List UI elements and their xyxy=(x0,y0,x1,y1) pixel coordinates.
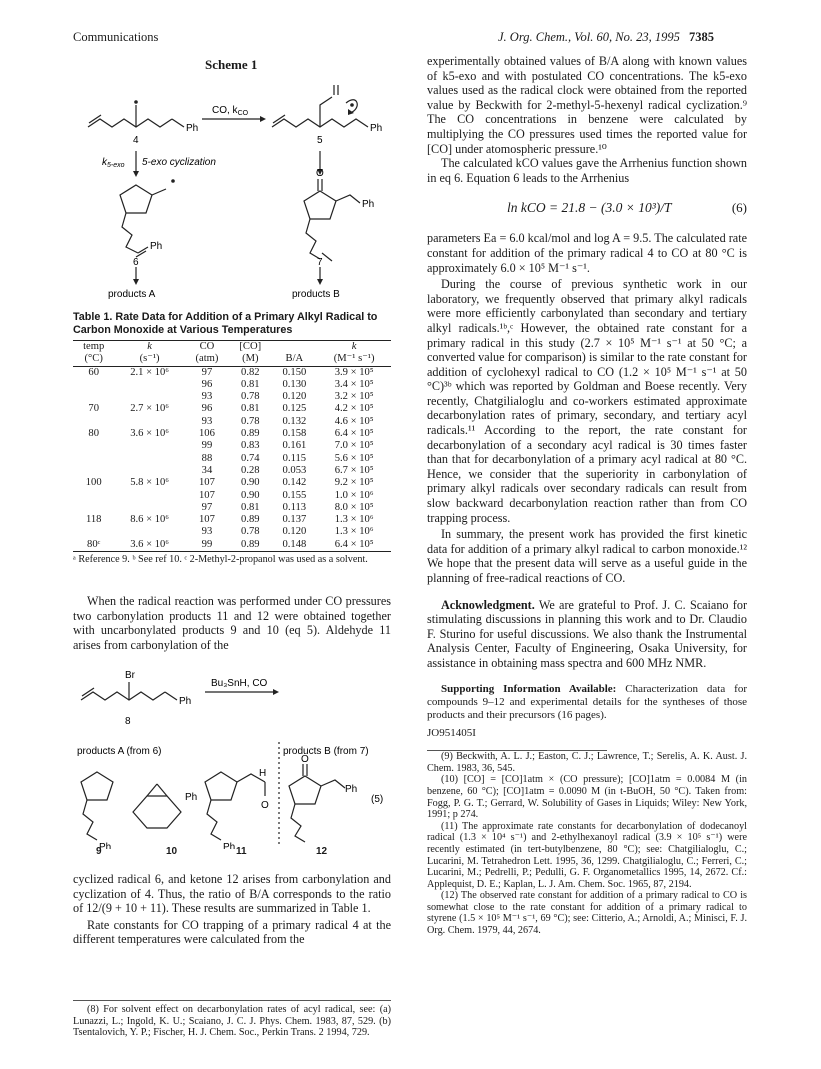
ph-label: Ph xyxy=(179,696,192,707)
table-cell: 0.78 xyxy=(241,526,260,538)
ph-label: Ph xyxy=(185,792,198,803)
label-12: 12 xyxy=(316,846,328,857)
table-cell: 0.81 xyxy=(241,501,260,513)
col-header-k5exo: k xyxy=(147,341,152,352)
manuscript-code: JO951405I xyxy=(427,726,476,739)
table-cell: 3.6 × 10⁶ xyxy=(130,538,169,550)
table-cell: 60 xyxy=(88,366,99,378)
table-cell xyxy=(114,465,184,477)
table-cell xyxy=(114,526,184,538)
table-body xyxy=(73,366,391,551)
table-cell: 0.89 xyxy=(241,514,260,526)
label-8: 8 xyxy=(125,716,131,727)
table-cell: 1.3 × 10⁶ xyxy=(334,526,374,538)
table-cell: 5.8 × 10⁶ xyxy=(130,477,169,489)
table-cell: 0.137 xyxy=(282,514,307,526)
footnote-9: (9) Beckwith, A. L. J.; Easton, C. J.; Lawrence, T.; Serelis, A. K. Aust. J. Chem. 1983, 36, 545. xyxy=(427,751,747,774)
o-label: O xyxy=(261,800,269,811)
products-a-eq5: products A (from 6) xyxy=(77,746,162,757)
equation-6-number: (6) xyxy=(731,200,747,216)
label-5: 5 xyxy=(317,135,323,146)
table-cell: 0.83 xyxy=(241,440,260,452)
footnote-8: (8) For solvent effect on decarbonylation rates of acyl radical, see: (a) Lunazzi, L.; Ingold, K. U.; Scaiano, J. C. J. Phys. Chem. 1983, 87, 529. (b) Tsentalovich, Y. P.; Fischer, H. J. Chem. Soc., Perkin Trans. 2 1994, 729. xyxy=(73,1000,391,1039)
compound-9-ring xyxy=(81,772,113,800)
table-cell: 6.4 × 10⁵ xyxy=(334,428,374,440)
table-cell: 0.81 xyxy=(241,378,260,390)
table-cell: 0.155 xyxy=(282,489,307,501)
table-cell: 6.4 × 10⁵ xyxy=(334,538,374,550)
table-cell xyxy=(73,502,114,514)
co-reagent: CO, $k_{CO}$ xyxy=(212,105,249,117)
products-a-label: products A xyxy=(108,289,156,300)
table-cell: 70 xyxy=(88,403,99,415)
table-cell: 0.120 xyxy=(282,391,307,403)
table-cell: 0.90 xyxy=(241,477,260,489)
right-paragraph-3: parameters Ea = 6.0 kcal/mol and log A = 9.5. The calculated rate constant for addition of the primary radical 4 to CO at 80 °C is approximately 6.0 × 10⁵ M⁻¹ s⁻¹. xyxy=(427,231,747,275)
table-cell: 5.6 × 10⁵ xyxy=(334,452,374,464)
h-label: H xyxy=(259,768,267,779)
table-cell xyxy=(73,526,114,538)
table-cell: 93 xyxy=(201,415,213,427)
table-cell xyxy=(114,379,184,391)
table-cell: 0.78 xyxy=(241,391,260,403)
col-header-coconc: [CO] xyxy=(239,341,262,352)
label-7: 7 xyxy=(317,257,323,268)
table-cell xyxy=(114,391,184,403)
table-cell: 0.90 xyxy=(241,489,260,501)
table-row xyxy=(73,539,391,551)
table-cell: 2.1 × 10⁶ xyxy=(130,366,169,378)
table-cell: 0.053 xyxy=(282,464,307,476)
reagent-label: Bu₃SnH, CO xyxy=(211,678,268,689)
cyclization-k: $k_{5-exo}$ xyxy=(102,157,125,169)
footnote-10: (10) [CO] = [CO]1atm × (CO pressure); [CO]1atm = 0.0084 M (in benzene, 60 °C); [CO]1atm = 0.0090 M (in t-BuOH, 50 °C). Taken from: Fogg, P. G. T.; Gerrard, W. Solubility of Gases in Liquids; Wiley: New York, 1991; p 274. xyxy=(427,774,747,821)
table-cell: 0.158 xyxy=(282,428,307,440)
table-cell: 97 xyxy=(201,501,213,513)
col-header-blank xyxy=(272,341,318,353)
rate-data-table: temp k CO [CO] k (°C) (s⁻¹) (atm) (M) B/A (M⁻¹ s⁻¹) 60 2.1 × 10⁶ 97 0.82 0.150 3.9 × 10⁵ 96 0.81 0.130 3.4 × 10⁵ 93 0.78 0.120 3.2 × 10⁵ 70 2.7 × 10⁶ 96 0.81 0.125 4.2 × 10⁵ 93 0.78 0.132 4.6 × 10⁵ 80 3.6 × 10⁶ 106 0.89 0.158 6.4 × 10⁵ 99 0.83 0.161 7.0 × 10⁵ 88 0.74 0.115 5.6 × 10⁵ 34 0.28 0.053 6.7 × 10⁵ 100 5.8 × 10⁶ 107 0.90 0.142 9.2 × 10⁵ 107 0.90 0.155 1.0 × 10⁶ 97 0.81 0.113 8.0 × 10⁵ 118 8.6 × 10⁶ 107 0.89 0.137 1.3 × 10⁶ 93 0.78 0.120 1.3 × 10⁶ 80ᶜ 3.6 × 10⁶ 99 0.89 0.148 6.4 × 10⁵ xyxy=(73,341,391,551)
label-6: 6 xyxy=(133,257,139,268)
o-label: O xyxy=(301,754,309,765)
table-row xyxy=(73,416,391,428)
ph-label: Ph xyxy=(345,784,358,795)
table-cell: 93 xyxy=(201,391,213,403)
label-9: 9 xyxy=(96,846,102,857)
table-cell: 4.6 × 10⁵ xyxy=(334,415,374,427)
table-cell: 99 xyxy=(201,440,213,452)
scheme-title: Scheme 1 xyxy=(205,57,258,72)
label-11: 11 xyxy=(236,846,247,857)
table-cell: 0.113 xyxy=(282,501,307,513)
table-cell xyxy=(114,440,184,452)
running-header-left: Communications xyxy=(73,30,159,44)
table-cell: 0.82 xyxy=(241,366,260,378)
table-cell: 0.161 xyxy=(282,440,307,452)
table-cell: 97 xyxy=(201,366,213,378)
supporting-info: Supporting Information Available: Characterization data for compounds 9–12 and experimental details for the syntheses of those products and their precursors (16 pages). xyxy=(427,682,747,721)
table-row xyxy=(73,379,391,391)
right-paragraph-5: In summary, the present work has provided the first kinetic data for addition of a primary alkyl radical to carbon monoxide.¹² We hope that the present data will serve as a useful guide in the planning of free-radical reactions of CO. xyxy=(427,527,747,585)
ph-label: Ph xyxy=(362,199,375,210)
table-cell: 0.148 xyxy=(282,538,307,550)
table-cell: 0.142 xyxy=(282,477,307,489)
col-header-temp: temp xyxy=(83,341,105,352)
table-cell xyxy=(73,391,114,403)
table-cell xyxy=(114,453,184,465)
table-cell: 107 xyxy=(199,514,215,526)
table-cell: 106 xyxy=(199,428,215,440)
eq5-number: (5) xyxy=(371,794,384,805)
o-label: O xyxy=(316,168,324,179)
scheme-1-diagram xyxy=(80,75,420,300)
ph-label: Ph xyxy=(370,123,383,134)
table-row xyxy=(73,502,391,514)
footnote-12: (12) The observed rate constant for addition of a primary radical to CO is somewhat close to the rate constant for addition of a primary radical to styrene (1.5 × 10⁵ M⁻¹ s⁻¹, 69 °C); see: Citterio, A.; Arnoldi, A.; Minisci, F. J. Org. Chem. 1979, 44, 2674. xyxy=(427,890,747,937)
table-row xyxy=(73,465,391,477)
equation-5-diagram xyxy=(73,664,393,849)
table-cell xyxy=(73,490,114,502)
col-header-co: CO xyxy=(199,341,215,352)
table-cell xyxy=(114,502,184,514)
table-cell: 88 xyxy=(201,452,213,464)
table-cell: 3.6 × 10⁶ xyxy=(130,428,169,440)
table-cell: 0.81 xyxy=(241,403,260,415)
table-cell: 3.4 × 10⁵ xyxy=(334,378,374,390)
table-cell: 118 xyxy=(85,514,102,526)
table-cell xyxy=(73,379,114,391)
cyclization-label: 5-exo cyclization xyxy=(142,157,216,168)
right-paragraph-4: During the course of previous synthetic work in our laboratory, we frequently observed that primary alkyl radicals were more efficiently carbonylated than secondary and tertiary alkyl radicals.¹ᵇ,ᶜ However, the obtained rate constant for a primary radical in this study (2.7 × 10⁵ M⁻¹ s⁻¹ at 50 °C; a converted value for comparison) is similar to the rate constant for addition of cyclohexyl radical to CO (1.2 × 10⁵ M⁻¹ s⁻¹ at 50 °C)³ᵇ which was reported by Goldman and Boese recently. Very recently, Chatgilialoglu and co-workers estimated approximate decarbonylation rates of primary, secondary, and tertiary acyl radicals.¹¹ According to the report, the rate constant for decarbonylation of a secondary acyl radical is 30 times faster than that for decarbonylation of a primary acyl radical at 80 °C. Hence, we consider that the superiority in carbonylation of primary alkyl radicals over secondary radicals can result from slow backward decarbonylation reaction rather than from CO trapping process. xyxy=(427,277,747,525)
compound-11-ring xyxy=(205,772,237,800)
table-cell: 0.28 xyxy=(241,464,260,476)
table-row xyxy=(73,428,391,440)
table-cell: 0.115 xyxy=(282,452,307,464)
table-cell: 80 xyxy=(88,428,99,440)
table-cell: 3.2 × 10⁵ xyxy=(334,391,374,403)
compound-6-ring xyxy=(120,185,152,213)
table-cell: 9.2 × 10⁵ xyxy=(334,477,374,489)
table-row xyxy=(73,514,391,526)
br-label: Br xyxy=(125,670,135,681)
table-cell: 99 xyxy=(201,538,213,550)
table-row xyxy=(73,403,391,415)
table-cell: 0.74 xyxy=(241,452,260,464)
label-10: 10 xyxy=(166,846,178,857)
ph-label: Ph xyxy=(186,123,199,134)
table-row xyxy=(73,391,391,403)
table-cell: 4.2 × 10⁵ xyxy=(334,403,374,415)
table-caption: Table 1. Rate Data for Addition of a Primary Alkyl Radical to Carbon Monoxide at Various Temperatures xyxy=(73,311,378,336)
table-cell: 96 xyxy=(201,378,213,390)
table-cell: 0.89 xyxy=(241,538,260,550)
table-row xyxy=(73,477,391,489)
table-cell xyxy=(73,465,114,477)
table-cell: 0.78 xyxy=(241,415,260,427)
table-cell: 1.0 × 10⁶ xyxy=(334,489,374,501)
table-cell xyxy=(73,416,114,428)
table-cell: 0.130 xyxy=(282,378,307,390)
table-cell xyxy=(114,416,184,428)
journal-citation: J. Org. Chem., Vol. 60, No. 23, 1995 xyxy=(498,30,680,44)
table-cell: 0.120 xyxy=(282,526,307,538)
compound-8-chain xyxy=(81,692,165,700)
compound-12-ring xyxy=(289,776,321,804)
table-cell: 107 xyxy=(199,489,215,501)
col-header-kco: k xyxy=(351,341,357,352)
right-column xyxy=(427,54,747,937)
left-paragraph-1: When the radical reaction was performed under CO pressures two carbonylation products 11 and 12 were obtained together with uncarbonylated products 9 and 10 (eq 5). Aldehyde 11 arises from carbonylation of the xyxy=(73,594,391,652)
label-4: 4 xyxy=(133,135,139,146)
compound-10-bicycle xyxy=(133,796,181,828)
compound-4-chain xyxy=(88,119,172,127)
table-cell xyxy=(73,440,114,452)
table-row xyxy=(73,440,391,452)
running-header-right xyxy=(498,30,714,45)
table-cell: 2.7 × 10⁶ xyxy=(130,403,169,415)
table-cell: 0.132 xyxy=(282,415,307,427)
compound-7-ring xyxy=(304,191,336,219)
table-cell: 96 xyxy=(201,403,213,415)
table-cell: 93 xyxy=(201,526,213,538)
products-b-eq5: products B (from 7) xyxy=(283,746,369,757)
table-cell xyxy=(73,453,114,465)
table-row xyxy=(73,490,391,502)
footnote-11: (11) The approximate rate constants for decarbonylation of dodecanoyl radical (1.3 × 10⁴ s⁻¹) and 2-ethylhexanoyl radical (3.9 × 10⁵ s⁻¹) were recently estimated (in tert-butylbenzene, 80 °C); see: Chatgilialoglu, C.; Lucarini, M. Tetrahedron Lett. 1995, 36, 1299. Chatgilialoglu, C.; Ferreri, C.; Lucarini, M.; Pedrelli, P.; Pedulli, G. F. Organometallics 1995, 14, 2672. Cf.: Applequist, D. E.; Kaplan, L. J. Am. Chem. Soc. 1965, 87, 2194. xyxy=(427,820,747,890)
table-cell: 80ᶜ xyxy=(87,538,101,550)
table-cell: 8.6 × 10⁶ xyxy=(130,514,169,526)
table-cell: 1.3 × 10⁶ xyxy=(334,514,374,526)
right-paragraph-2: The calculated kCO values gave the Arrhenius function shown in eq 6. Equation 6 leads to the Arrhenius xyxy=(427,156,747,185)
table-cell: 0.125 xyxy=(282,403,307,415)
table-1-block xyxy=(73,311,391,566)
table-cell: 3.9 × 10⁵ xyxy=(334,366,374,378)
table-cell: 8.0 × 10⁵ xyxy=(334,501,374,513)
table-footnote: ᵃ Reference 9. ᵇ See ref 10. ᶜ 2-Methyl-2-propanol was used as a solvent. xyxy=(73,554,368,566)
ph-label: Ph xyxy=(150,241,163,252)
right-paragraph-1: experimentally obtained values of B/A along with known values of k5-exo and with postulated CO concentrations. The k5-exo values used as the radical clock were obtained from the reported value by Beckwith for 2-methyl-5-hexenyl radical cyclization.⁹ The CO concentrations in benzene were calculated by multiplying the CO pressures used times the reported value for [CO] under atomospheric pressure.¹⁰ xyxy=(427,54,747,156)
table-cell: 0.150 xyxy=(282,366,307,378)
page-number: 7385 xyxy=(688,30,714,44)
table-row xyxy=(73,526,391,538)
table-cell: 7.0 × 10⁵ xyxy=(334,440,374,452)
products-b-label: products B xyxy=(292,289,340,300)
table-row xyxy=(73,453,391,465)
table-cell: 6.7 × 10⁵ xyxy=(334,464,374,476)
table-cell: 107 xyxy=(199,477,215,489)
table-cell: 0.89 xyxy=(241,428,260,440)
table-cell: 34 xyxy=(201,464,213,476)
ph-label: Ph xyxy=(99,842,112,849)
ph-label: Ph xyxy=(223,842,236,849)
table-cell xyxy=(114,490,184,502)
table-row xyxy=(73,366,391,379)
table-cell: 100 xyxy=(85,477,102,489)
left-paragraph-2: cyclized radical 6, and ketone 12 arises from carbonylation and cyclization of 4. Thus, the ratio of B/A corresponds to the ratio of 12/(9 + 10 + 11). These results are summarized in Table 1. Rate constants for CO trapping of a primary radical 4 at the different temperatures were calculated from the xyxy=(73,872,391,947)
acknowledgment: Acknowledgment. We are grateful to Prof. J. C. Scaiano for stimulating discussions in planning this work and to Dr. Claudio F. Sturino for useful discussions. We also thank the Instrumental Analysis Center, Faculty of Engineering, Osaka University, for assistance in obtaining mass spectra and 600 MHz NMR. xyxy=(427,597,748,670)
equation-6: ln kCO = 21.8 − (3.0 × 10³)/T xyxy=(507,200,672,216)
